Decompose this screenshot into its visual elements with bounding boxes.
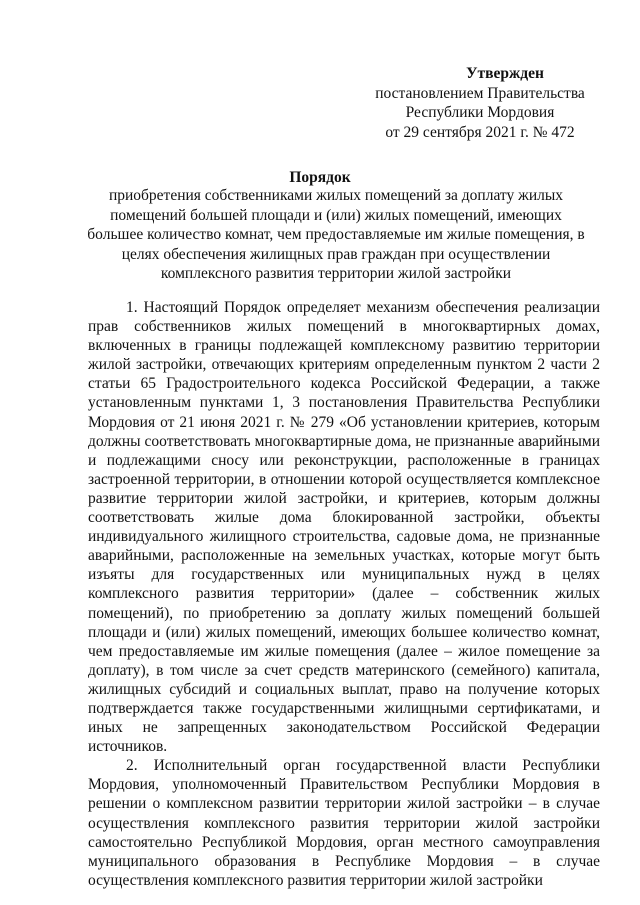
document-title: Порядок bbox=[289, 169, 351, 186]
approval-line-3: от 29 сентября 2021 г. № 472 bbox=[385, 123, 575, 141]
document-body bbox=[88, 298, 600, 890]
paragraph-1: 1. Настоящий Порядок определяет механизм обеспечения реализации прав собственников жилых помещений в многоквартирных домах, включенных в границы подлежащей комплексному развитию территории жилой застройки, отвечающих критериям определенным пунктом 2 части 2 статьи 65 Градостроительного кодекса Российской Федерации, а также установленным пунктами 1, 3 постановления Правительства Республики Мордовия от 21 июня 2021 г. № 279 «Об установлении критериев, которым должны соответствовать многоквартирные дома, не признанные аварийными и подлежащими сносу или реконструкции, расположенные в границах застроенной территории, в отношении которой осуществляется комплексное развитие территории жилой застройки, и критериев, которым должны соответствовать жилые дома блокированной застройки, объекты индивидуального жилищного строительства, садовые дома, не признанные аварийными, расположенные на земельных участках, которые могут быть изъяты для государственных или муниципальных нужд в целях комплексного развития территории» (далее – собственник жилых помещений), по приобретению за доплату жилых помещений большей площади и (или) жилых помещений, имеющих большее количество комнат, чем предоставляемые им жилые помещения (далее – жилое помещение за доплату), в том числе за счет средств материнского (семейного) капитала, жилищных субсидий и социальных выплат, право на получение которых подтверждается также государственными жилищными сертификатами, и иных не запрещенных законодательством Российской Федерации источников. bbox=[88, 299, 600, 756]
approval-line-1: постановлением Правительства bbox=[375, 84, 585, 102]
paragraph-2: 2. Исполнительный орган государственной власти Республики Мордовия, уполномоченный Правительством Республики Мордовия в решении о комплексном развитии территории жилой застройки – в случае осуществления комплексного развития территории жилой застройки самостоятельно Республикой Мордовия, орган местного самоуправления муниципального образования в Республике Мордовия – в случае осуществления комплексного развития территории жилой застройки bbox=[88, 757, 600, 889]
approval-stamp bbox=[360, 64, 600, 142]
approval-line-2: Республики Мордовия bbox=[405, 104, 555, 121]
document-subtitle: приобретения собственниками жилых помещений за доплату жилых помещений большей площади и (или) жилых помещений, имеющих большее количество комнат, чем предоставляемые им жилые помещения, в целях обеспечения жилищных прав граждан при осуществлении комплексного развития территории жилой застройки bbox=[87, 187, 585, 282]
approval-title: Утвержден bbox=[466, 65, 544, 82]
